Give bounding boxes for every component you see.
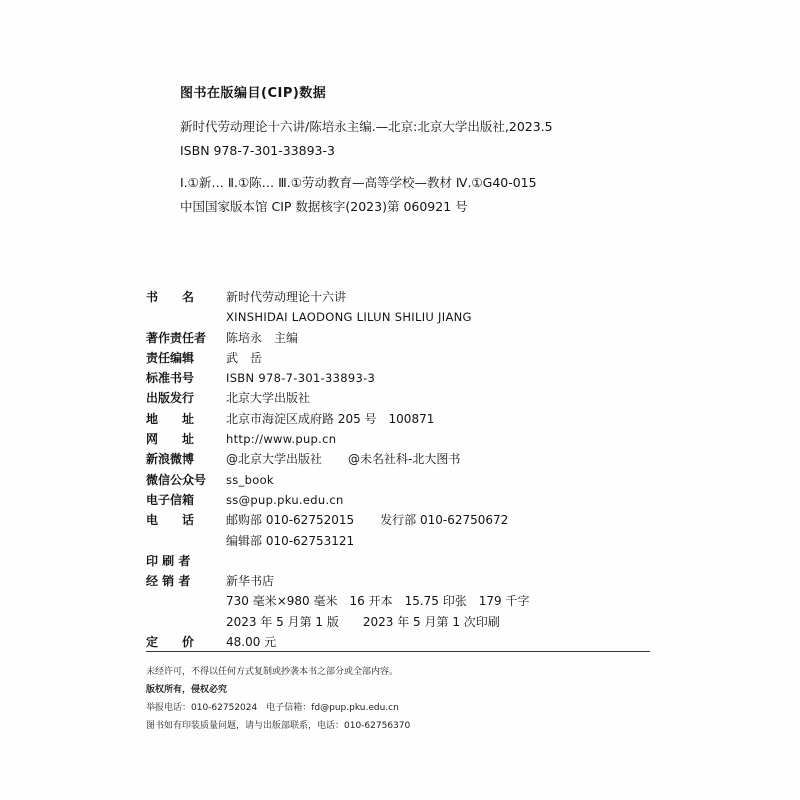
address-label: 地 址 <box>146 411 195 426</box>
printer-value <box>226 551 666 571</box>
isbn-value: ISBN 978-7-301-33893-3 <box>226 371 376 386</box>
phone-distribution: 发行部 010-62750672 <box>380 513 509 528</box>
info-row-format <box>146 591 666 611</box>
info-row-price <box>146 632 666 652</box>
info-row-edition <box>146 612 666 632</box>
printer-label: 印 刷 者 <box>146 553 191 568</box>
cip-classification-line: Ⅰ.①新… Ⅱ.①陈… Ⅲ.①劳动教育—高等学校—教材 Ⅳ.①G40-015 <box>180 175 537 190</box>
copyright-notice <box>146 663 666 735</box>
cip-block <box>180 84 740 219</box>
notice-quality-contact: 图书如有印装质量问题，请与出版部联系，电话：010-62756370 <box>146 721 411 731</box>
email-label: 电子信箱 <box>146 492 195 507</box>
info-row-weibo <box>146 449 666 469</box>
cip-record-number-line: 中国国家版本馆 CIP 数据核字(2023)第 060921 号 <box>180 199 468 214</box>
title-label: 书 名 <box>146 290 195 304</box>
title-value: 新时代劳动理论十六讲 <box>226 290 347 304</box>
title-pinyin: XINSHIDAI LAODONG LILUN SHILIU JIANG <box>226 310 472 325</box>
edition-value: 2023 年 5 月第 1 版 2023 年 5 月第 1 次印刷 <box>226 614 500 629</box>
address-value: 北京市海淀区成府路 205 号 100871 <box>226 411 435 426</box>
editor-label: 责任编辑 <box>146 350 195 365</box>
info-row-author <box>146 328 666 348</box>
phone-mail-order: 邮购部 010-62752015 <box>226 513 355 528</box>
format-value: 730 毫米×980 毫米 16 开本 15.75 印张 179 千字 <box>226 594 530 609</box>
weibo-account-social: @未名社科-北大图书 <box>348 452 461 467</box>
phone-editorial: 编辑部 010-62753121 <box>226 533 355 548</box>
distributor-label: 经 销 者 <box>146 574 191 589</box>
info-row-printer <box>146 551 666 571</box>
publisher-value: 北京大学出版社 <box>226 391 311 406</box>
email-value: ss@pup.pku.edu.cn <box>226 492 344 507</box>
phone-label: 电 话 <box>146 513 195 528</box>
info-row-wechat <box>146 470 666 490</box>
cip-title-line: 新时代劳动理论十六讲/陈培永主编.—北京:北京大学出版社,2023.5 <box>180 119 553 134</box>
info-row-publisher <box>146 388 666 408</box>
info-row-title <box>146 287 666 307</box>
distributor-value: 新华书店 <box>226 574 275 589</box>
info-row-phone <box>146 510 666 530</box>
author-label: 著作责任者 <box>146 330 207 345</box>
info-row-email <box>146 490 666 510</box>
notice-report-contact: 举报电话：010-62752024 电子信箱：fd@pup.pku.edu.cn <box>146 703 399 713</box>
cip-isbn-line: ISBN 978-7-301-33893-3 <box>180 143 335 158</box>
editor-value: 武 岳 <box>226 350 263 365</box>
price-value: 48.00 元 <box>226 635 277 650</box>
info-row-distributor <box>146 571 666 591</box>
weibo-label: 新浪微博 <box>146 452 195 467</box>
info-row-editor <box>146 348 666 368</box>
wechat-label: 微信公众号 <box>146 472 207 487</box>
info-row-phone-editorial <box>146 531 666 551</box>
info-row-website <box>146 429 666 449</box>
wechat-value: ss_book <box>226 472 274 487</box>
website-label: 网 址 <box>146 432 195 447</box>
publisher-label: 出版发行 <box>146 391 195 406</box>
cip-heading: 图书在版编目(CIP)数据 <box>180 86 327 101</box>
divider-line <box>146 651 650 652</box>
info-row-isbn <box>146 368 666 388</box>
website-value: http://www.pup.cn <box>226 432 337 447</box>
price-label: 定 价 <box>146 635 195 650</box>
notice-no-reproduction: 未经许可，不得以任何方式复制或抄袭本书之部分或全部内容。 <box>146 667 399 677</box>
info-row-pinyin <box>146 307 666 327</box>
publication-info-table <box>146 287 666 652</box>
isbn-label: 标准书号 <box>146 371 195 386</box>
notice-all-rights-reserved: 版权所有，侵权必究 <box>146 685 228 695</box>
info-row-address <box>146 409 666 429</box>
author-value: 陈培永 主编 <box>226 330 299 345</box>
weibo-account-main: @北京大学出版社 <box>226 452 323 467</box>
